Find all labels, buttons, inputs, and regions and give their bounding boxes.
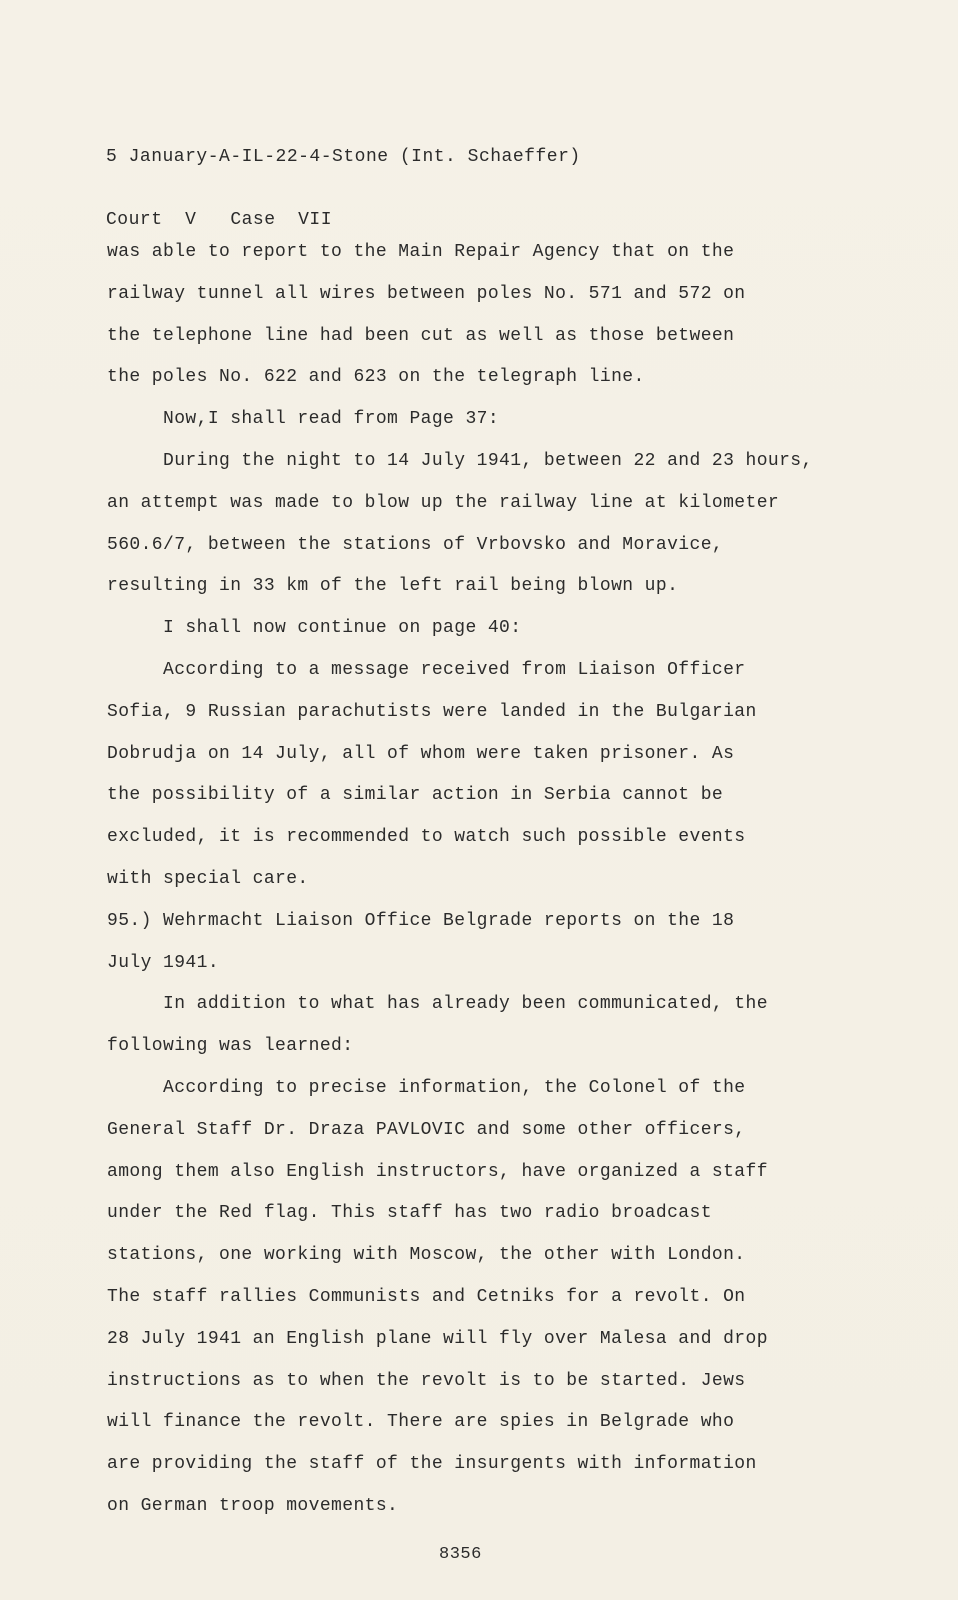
body-line: the poles No. 622 and 623 on the telegraph line.	[107, 367, 645, 388]
body-line: 95.) Wehrmacht Liaison Office Belgrade reports on the 18	[107, 910, 735, 931]
body-line: the telephone line had been cut as well as those between	[107, 325, 735, 346]
body-line: stations, one working with Moscow, the other with London.	[107, 1245, 746, 1266]
body-line: railway tunnel all wires between poles No. 571 and 572 on	[107, 283, 746, 304]
body-line: Dobrudja on 14 July, all of whom were taken prisoner. As	[107, 743, 735, 764]
body-line: excluded, it is recommended to watch such possible events	[107, 827, 746, 848]
body-line: The staff rallies Communists and Cetniks for a revolt. On	[107, 1286, 746, 1307]
body-line: According to a message received from Liaison Officer	[107, 659, 746, 680]
body-line: According to precise information, the Colonel of the	[107, 1077, 746, 1098]
body-line: are providing the staff of the insurgents with information	[107, 1454, 757, 1475]
body-line: July 1941.	[107, 952, 220, 973]
body-line: following was learned:	[107, 1036, 354, 1057]
body-line: was able to report to the Main Repair Agency that on the	[107, 242, 735, 262]
body-line: resulting in 33 km of the left rail being blown up.	[107, 576, 679, 597]
body-line: under the Red flag. This staff has two radio broadcast	[107, 1203, 712, 1224]
body-line: an attempt was made to blow up the railway line at kilometer	[107, 492, 780, 513]
body-line: on German troop movements.	[107, 1495, 399, 1516]
body-line: In addition to what has already been communicated, the	[107, 994, 768, 1015]
document-body	[107, 232, 907, 1528]
body-line: with special care.	[107, 868, 309, 889]
body-line: 560.6/7, between the stations of Vrbovsko and Moravice,	[107, 534, 724, 555]
body-line: I shall now continue on page 40:	[107, 618, 522, 639]
body-line: 28 July 1941 an English plane will fly over Malesa and drop	[107, 1328, 768, 1349]
header-line-1: 5 January-A-IL-22-4-Stone (Int. Schaeffer)	[106, 147, 581, 167]
body-line: will finance the revolt. There are spies in Belgrade who	[107, 1412, 735, 1433]
body-line: General Staff Dr. Draza PAVLOVIC and some other officers,	[107, 1119, 746, 1140]
body-line: Sofia, 9 Russian parachutists were landed in the Bulgarian	[107, 701, 757, 722]
body-line: among them also English instructors, have organized a staff	[107, 1161, 768, 1182]
body-line: the possibility of a similar action in Serbia cannot be	[107, 785, 724, 806]
header-line-2: Court V Case VII	[106, 210, 333, 230]
page-number: 8356	[439, 1545, 482, 1564]
body-line: instructions as to when the revolt is to be started. Jews	[107, 1370, 746, 1391]
body-line: During the night to 14 July 1941, between 22 and 23 hours,	[107, 450, 813, 471]
body-line: Now,I shall read from Page 37:	[107, 409, 500, 430]
